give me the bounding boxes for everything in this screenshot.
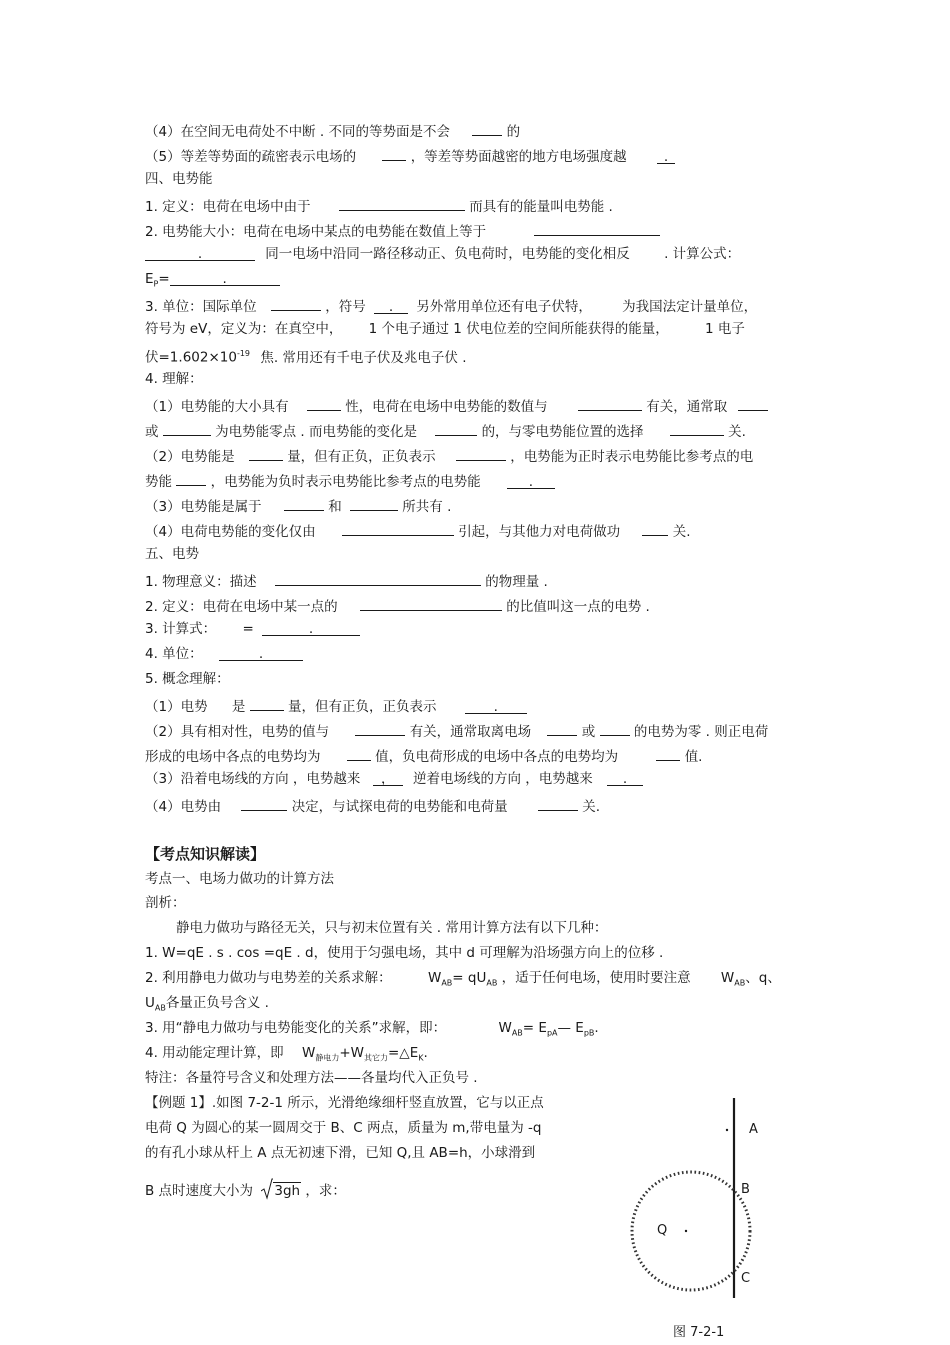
text: U xyxy=(145,995,155,1011)
text-line xyxy=(145,445,753,466)
text: 1. 定义：电荷在电场中由于 xyxy=(145,199,311,215)
text: 和 xyxy=(328,499,342,515)
blank: . xyxy=(507,473,555,489)
blank xyxy=(435,420,477,436)
text-line xyxy=(145,420,746,441)
blank: . xyxy=(374,298,408,314)
text: 1 电子 xyxy=(705,321,745,337)
blank xyxy=(670,420,724,436)
text: 焦. 常用还有千电子伏及兆电子伏 . xyxy=(260,349,467,366)
text-line xyxy=(145,1044,428,1068)
text: = xyxy=(158,271,170,287)
blank xyxy=(472,120,502,136)
blank xyxy=(241,795,287,811)
text: 或 xyxy=(581,724,596,740)
text-line xyxy=(145,745,702,766)
text: （2）电势能是 xyxy=(145,449,235,465)
text: 3. 单位：国际单位 xyxy=(145,299,257,315)
text: （4）在空间无电荷处不中断 . 不同的等势面是不会 xyxy=(145,124,450,140)
text: 而具有的能量叫电势能 . xyxy=(469,199,613,215)
blank xyxy=(600,720,630,736)
text-line xyxy=(145,520,691,541)
text: （4）电势由 xyxy=(145,799,222,815)
blank: . xyxy=(145,245,255,261)
text: 1 个电子通过 1 伏电位差的空间所能获得的能量， xyxy=(368,321,669,337)
text: 的 xyxy=(506,124,521,140)
label-q: Q xyxy=(657,1223,668,1238)
text: （4）电荷电势能的变化仅由 xyxy=(145,524,316,540)
text: 4. 单位： xyxy=(145,646,203,662)
blank: . xyxy=(465,698,527,714)
text: 关. xyxy=(728,424,746,440)
text-line xyxy=(145,1019,599,1043)
text: 值，负电荷形成的电场中各点的电势均为 xyxy=(375,749,619,765)
text: 3. 用“静电力做功与电势能变化的关系”求解，即： xyxy=(145,1020,447,1036)
text-line xyxy=(145,395,768,416)
text-line xyxy=(145,645,303,663)
text-line xyxy=(145,145,675,166)
blank xyxy=(284,495,324,511)
text: 2. 定义：电荷在电场中某一点的 xyxy=(145,599,338,615)
point-a-dot xyxy=(726,1129,728,1131)
text: 逆着电场线的方向 ，电势越来 xyxy=(412,771,593,787)
text-line xyxy=(145,270,280,294)
blank xyxy=(249,445,283,461)
blank: . xyxy=(657,148,675,164)
blank xyxy=(250,695,284,711)
text-line xyxy=(145,620,360,638)
section-heading: 五、电势 xyxy=(145,546,199,562)
text-line xyxy=(145,345,467,367)
text: 符号为 eV，定义为：在真空中， xyxy=(145,321,343,337)
blank xyxy=(656,745,680,761)
text: （5）等差等势面的疏密表示电场的 xyxy=(145,149,357,165)
text-line: 【例题 1】.如图 7-2-1 所示，光滑绝缘细杆竖直放置，它与以正点 xyxy=(145,1095,544,1111)
text: 值. xyxy=(684,749,703,765)
formula: $W_{AB}$、q、 xyxy=(720,970,781,988)
text-line: 剖析： xyxy=(145,895,186,911)
text-line: 4. 理解： xyxy=(145,371,203,387)
text: 3. 计算式： xyxy=(145,621,217,637)
text: 的，与零电势能位置的选择 xyxy=(481,424,644,440)
text: 量，但有正负，正负表示 xyxy=(287,699,437,715)
text: 2. 利用静电力做功与电势差的关系求解： xyxy=(145,970,392,986)
center-dot xyxy=(685,1230,687,1232)
text-line: 的有孔小球从杆上 A 点无初速下滑，已知 Q,且 AB=h，小球滑到 xyxy=(145,1145,536,1161)
text-line xyxy=(145,220,660,241)
text: 为电势能零点 . 而电势能的变化是 xyxy=(215,424,417,440)
blank xyxy=(534,220,660,236)
text: （3）电势能是属于 xyxy=(145,499,262,515)
blank xyxy=(355,720,405,736)
text: 4. 用动能定理计算，即 xyxy=(145,1045,284,1061)
text: （1）电势 xyxy=(145,699,208,715)
text: 或 xyxy=(145,424,159,440)
text: ，符号 xyxy=(325,299,366,315)
blank: ， xyxy=(373,770,403,786)
text: ，等差等势面越密的地方电场强度越 xyxy=(410,149,627,165)
text-line xyxy=(145,720,768,741)
text: 为我国法定计量单位， xyxy=(622,299,758,315)
blank xyxy=(738,395,768,411)
section-heading: 四、电势能 xyxy=(145,171,213,187)
text-line xyxy=(145,1182,346,1200)
text: ，适于任何电场，使用时要注意 xyxy=(501,970,691,986)
blank: . xyxy=(262,620,360,636)
sqrt-icon xyxy=(261,1178,273,1200)
text: 有关，通常取 xyxy=(646,399,728,415)
text: 有关，通常取离电场 xyxy=(409,724,532,740)
blank xyxy=(271,295,321,311)
text: （3）沿着电场线的方向 ，电势越来 xyxy=(145,771,361,787)
text: （1）电势能的大小具有 xyxy=(145,399,289,415)
text-line xyxy=(145,495,451,516)
blank xyxy=(350,495,398,511)
formula: $W_{静电力}+W_{其它力}=\triangle E_K$. xyxy=(301,1045,428,1063)
text: 1. 物理意义：描述 xyxy=(145,574,257,590)
blank xyxy=(307,395,341,411)
blank xyxy=(339,195,465,211)
blank xyxy=(163,420,211,436)
text-line xyxy=(145,320,745,338)
formula: $W_{AB}=$ $E_{pA}—$ $E_{pB}$. xyxy=(498,1020,599,1038)
text-line xyxy=(145,795,600,816)
blank xyxy=(347,745,371,761)
blank: . xyxy=(607,770,643,786)
text: 各量正负号含义 . xyxy=(165,995,269,1011)
blank xyxy=(456,445,506,461)
text-line xyxy=(145,245,740,263)
blank xyxy=(642,520,668,536)
text-line xyxy=(145,470,555,491)
text: 关. xyxy=(582,799,601,815)
dotted-circle xyxy=(632,1172,750,1290)
text-line: 1. W=qE . s . cos =qE . d，使用于匀强电场，其中 d 可理解为沿场强方向上的位移 . xyxy=(145,945,664,961)
blank xyxy=(578,395,642,411)
text: 关. xyxy=(672,524,691,540)
section-heading: 【考点知识解读】 xyxy=(145,845,266,863)
subscript: AB xyxy=(154,1003,166,1013)
text: 量，但有正负，正负表示 xyxy=(287,449,436,465)
figure-diagram xyxy=(620,1090,800,1305)
text-line xyxy=(145,595,650,616)
text-line xyxy=(145,195,613,216)
text: 的电势为零 . 则正电荷 xyxy=(633,724,769,740)
text-line xyxy=(145,969,781,993)
blank xyxy=(176,470,206,486)
label-a: A xyxy=(749,1122,758,1137)
blank xyxy=(342,520,454,536)
text-line xyxy=(145,295,757,316)
text: ，电势能为正时表示电势能比参考点的电 xyxy=(510,449,754,465)
text: 2. 电势能大小：电荷在电场中某点的电势能在数值上等于 xyxy=(145,224,487,240)
text: 决定，与试探电荷的电势能和电荷量 xyxy=(291,799,508,815)
sqrt-expression: 3gh xyxy=(273,1182,301,1200)
text: 伏=1.602×10 xyxy=(145,349,237,366)
text: 的比值叫这一点的电势 . xyxy=(506,599,650,615)
formula: $W_{AB}= qU_{AB}$ xyxy=(427,970,498,988)
text-line: 5. 概念理解： xyxy=(145,671,230,687)
text-line: 静电力做功与路径无关，只与初末位置有关 . 常用计算方法有以下几种： xyxy=(176,920,608,936)
text: （2）具有相对性，电势的值与 xyxy=(145,724,330,740)
label-c: C xyxy=(741,1271,751,1286)
blank: . xyxy=(170,270,280,286)
text: 性，电荷在电场中电势能的数值与 xyxy=(345,399,548,415)
text: 所共有 . xyxy=(402,499,452,515)
text-line xyxy=(145,770,643,788)
text-line xyxy=(145,570,548,591)
text: E xyxy=(145,271,154,287)
text: 另外常用单位还有电子伏特， xyxy=(416,299,592,315)
label-b: B xyxy=(741,1182,750,1197)
blank xyxy=(547,720,577,736)
text-line: 考点一、电场力做功的计算方法 xyxy=(145,871,334,887)
blank xyxy=(275,570,481,586)
blank xyxy=(382,145,406,161)
text: 是 xyxy=(231,699,246,715)
blank xyxy=(538,795,578,811)
text-line: 特注：各量符号含义和处理方法——各量均代入正负号 . xyxy=(145,1070,478,1086)
text: 的物理量 . xyxy=(485,574,548,590)
text-line xyxy=(145,994,269,1018)
text-line: 电荷 Q 为圆心的某一圆周交于 B、C 两点，质量为 m,带电量为 -q xyxy=(145,1120,542,1136)
text: 引起，与其他力对电荷做功 xyxy=(458,524,621,540)
text: 势能 xyxy=(145,474,172,490)
superscript: -19 xyxy=(236,349,251,358)
text: = xyxy=(242,621,254,637)
figure-caption: 图 7-2-1 xyxy=(673,1325,725,1340)
text: ，求： xyxy=(305,1183,346,1199)
subscript: P xyxy=(153,279,159,289)
text: 同一电场中沿同一路径移动正、负电荷时，电势能的变化相反 xyxy=(265,246,630,262)
text: B 点时速度大小为 xyxy=(145,1183,254,1199)
blank: . xyxy=(219,645,303,661)
text: 形成的电场中各点的电势均为 xyxy=(145,749,321,765)
blank xyxy=(360,595,502,611)
text-line xyxy=(145,695,527,716)
text: . 计算公式： xyxy=(664,246,741,262)
text-line xyxy=(145,120,520,141)
text: ，电势能为负时表示电势能比参考点的电势能 xyxy=(210,474,481,490)
